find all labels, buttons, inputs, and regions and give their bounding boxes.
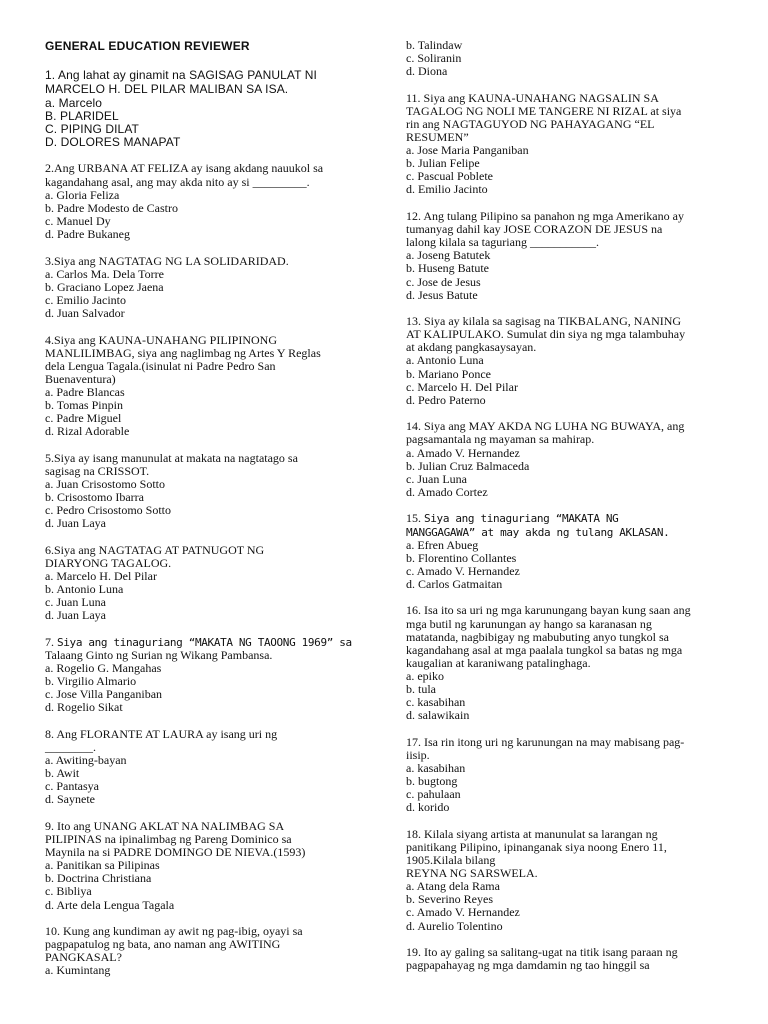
answer-option: d. salawikain [406, 708, 470, 723]
question-text-line: 5.Siya ay isang manunulat at makata na nagtatago sa [45, 450, 298, 465]
question-text-line: MARCELO H. DEL PILAR MALIBAN SA ISA. [45, 82, 289, 97]
answer-option: a. Marcelo H. Del Pilar [45, 569, 157, 583]
answer-option: a. Padre Blancas [45, 384, 125, 399]
answer-option: b. Padre Modesto de Castro [45, 200, 178, 215]
question-text-line: PANGKASAL? [45, 950, 122, 965]
question-item [45, 728, 375, 807]
answer-option: c. Pantasya [45, 779, 99, 794]
answer-option: d. Saynete [45, 792, 95, 807]
question-text-line [406, 512, 746, 525]
question-text-line: 2.Ang URBANA AT FELIZA ay isang akdang nauukol sa [45, 161, 324, 176]
answer-option: b. Doctrina Christiana [45, 871, 152, 886]
question-item [406, 512, 746, 591]
question-item [406, 736, 746, 815]
answer-option: c. Jose Villa Panganiban [45, 687, 163, 702]
question-text-line: pagsamantala ng mayaman sa mahirap. [406, 432, 595, 447]
answer-option: c. kasabihan [406, 695, 466, 710]
question-text-line: 19. Ito ay galing sa salitang-ugat na titik isang paraan ng [406, 945, 678, 960]
question-text-line: 13. Siya ay kilala sa sagisag na TIKBALANG, NANING [406, 314, 682, 329]
question-item [45, 255, 375, 320]
question-text-line: 17. Isa rin itong uri ng karunungan na may mabisang pag- [406, 734, 685, 749]
question-item [406, 315, 746, 407]
question-text-line: 16. Isa ito sa uri ng mga karunungang bayan kung saan ang [406, 603, 691, 618]
answer-option: b. Mariano Ponce [406, 366, 491, 381]
question-text-line: iisip. [406, 747, 430, 762]
question-text-line: Maynila na si PADRE DOMINGO DE NIEVA.(1593) [45, 845, 306, 860]
question-text-line: 12. Ang tulang Pilipino sa panahon ng mga Amerikano ay [406, 209, 684, 224]
answer-option: a. kasabihan [406, 761, 466, 775]
answer-option: d. Pedro Paterno [406, 392, 486, 407]
question-text-line: rin ang NAGTAGUYOD NG PAHAYAGANG “EL [406, 116, 655, 131]
answer-option: d. Rizal Adorable [45, 424, 130, 439]
answer-option: c. Bibliya [45, 884, 92, 899]
answer-option: b. tula [406, 682, 436, 697]
answer-option: b. Talindaw [406, 38, 463, 52]
question-text-line: DIARYONG TAGALOG. [45, 555, 172, 570]
answer-option: c. pahulaan [406, 787, 461, 802]
right-question-list [406, 92, 746, 973]
question-text-line: matatanda, nagbibigay ng mabubuting anyo tungkol sa [406, 629, 669, 644]
question-text-line [406, 526, 746, 539]
answer-option: a. Marcelo [45, 95, 103, 110]
question-text-mono: MANGGAGAWA” at may akda ng tulang AKLASAN. [406, 525, 670, 539]
answer-option: b. Awit [45, 766, 80, 781]
question-text-line: panitikang Pilipino, ipinanganak siya noong Enero 11, [406, 839, 667, 854]
question-item [45, 636, 375, 715]
answer-option: c. Manuel Dy [45, 213, 111, 228]
answer-option: d. Jesus Batute [406, 287, 478, 302]
question-text-line: 14. Siya ang MAY AKDA NG LUHA NG BUWAYA, ang [406, 419, 685, 434]
answer-option: a. Amado V. Hernandez [406, 445, 520, 460]
answer-option: d. Padre Bukaneg [45, 226, 130, 241]
question-text-line: lalong kilala sa taguriang ___________. [406, 235, 599, 250]
answer-option: d. Juan Laya [45, 516, 106, 531]
answer-option: c. Amado V. Hernandez [406, 563, 520, 578]
question-number: 7. [45, 634, 57, 649]
answer-option: b. Florentino Collantes [406, 550, 517, 565]
answer-option: b. Virgilio Almario [45, 674, 137, 689]
question-text-line: kagandahang asal, ang may akda nito ay si _________. [45, 174, 310, 189]
question-text-line: MANLILIMBAG, siya ang naglimbag ng Artes Y Reglas [45, 345, 321, 360]
answer-option: a. Gloria Feliza [45, 187, 120, 202]
question-item [406, 92, 746, 197]
question-text-line: Buenaventura) [45, 371, 116, 386]
question-text-line: 4.Siya ang KAUNA-UNAHANG PILIPINONG [45, 332, 277, 347]
answer-option: b. Graciano Lopez Jaena [45, 279, 164, 294]
question-text-line: 18. Kilala siyang artista at manunulat sa larangan ng [406, 826, 658, 841]
question-text-line: 11. Siya ang KAUNA-UNAHANG NAGSALIN SA [406, 90, 659, 105]
question-text-line: 9. Ito ang UNANG AKLAT NA NALIMBAG SA [45, 819, 285, 833]
question-text-line: 3.Siya ang NAGTATAG NG LA SOLIDARIDAD. [45, 253, 289, 268]
question-item [45, 452, 375, 531]
question-text-line: RESUMEN” [406, 130, 469, 145]
question-item [45, 820, 375, 912]
answer-option: a. Joseng Batutek [406, 248, 491, 263]
question-text-line: AT KALIPULAKO. Sumulat din siya ng mga talambuhay [406, 327, 686, 342]
answer-option: d. Aurelio Tolentino [406, 918, 503, 933]
answer-option: a. Juan Crisostomo Sotto [45, 476, 166, 491]
answer-option: a. Carlos Ma. Dela Torre [45, 266, 164, 281]
answer-option: a. epiko [406, 668, 444, 683]
question-text-line: kaugalian at karaniwang patalinghaga. [406, 655, 591, 670]
question-text-mono: Siya ang tinaguriang “MAKATA NG [424, 512, 619, 526]
answer-option: a. Antonio Luna [406, 353, 484, 368]
question-text-line: PILIPINAS na ipinalimbag ng Pareng Dominico sa [45, 832, 292, 847]
answer-option: B. PLARIDEL [45, 108, 119, 123]
answer-option: c. Soliranin [406, 51, 462, 66]
question-item [45, 334, 375, 439]
question-text-line: mga butil ng karunungan ay hango sa karanasan ng [406, 616, 652, 631]
answer-option: d. Carlos Gatmaitan [406, 576, 503, 591]
answer-option: c. Juan Luna [406, 471, 467, 486]
answer-option: b. Crisostomo Ibarra [45, 490, 144, 505]
answer-option: b. Huseng Batute [406, 261, 489, 276]
answer-option: d. Juan Salvador [45, 305, 125, 320]
answer-option: b. bugtong [406, 774, 458, 789]
left-column [45, 0, 375, 991]
answer-option: c. Padre Miguel [45, 411, 122, 426]
question-10-continued-options [406, 39, 746, 78]
answer-option: a. Atang dela Rama [406, 879, 500, 894]
question-item [45, 544, 375, 623]
question-item [406, 604, 746, 722]
question-item [406, 828, 746, 933]
answer-option: c. Amado V. Hernandez [406, 905, 520, 920]
answer-option: b. Tomas Pinpin [45, 397, 123, 412]
answer-option: a. Panitikan sa Pilipinas [45, 858, 160, 873]
answer-option: d. Rogelio Sikat [45, 700, 123, 715]
answer-option: C. PIPING DILAT [45, 121, 139, 136]
question-item [45, 68, 375, 149]
answer-option: b. Severino Reyes [406, 892, 493, 907]
question-item [45, 925, 375, 977]
question-text-line: tumanyag dahil kay JOSE CORAZON DE JESUS na [406, 222, 663, 237]
question-text-line: 1905.Kilala bilang [406, 853, 496, 868]
question-text-line [45, 636, 375, 649]
question-text-line: 8. Ang FLORANTE AT LAURA ay isang uri ng [45, 726, 278, 741]
answer-option: b. Julian Felipe [406, 156, 480, 171]
answer-option: a. Rogelio G. Mangahas [45, 661, 162, 676]
question-text-line: at akdang pangkasaysayan. [406, 340, 537, 355]
question-text-line: 6.Siya ang NAGTATAG AT PATNUGOT NG [45, 542, 265, 557]
question-text-line: REYNA NG SARSWELA. [406, 866, 538, 881]
answer-option: D. DOLORES MANAPAT [45, 134, 181, 149]
question-item [406, 420, 746, 499]
answer-option: a. Awiting-bayan [45, 753, 127, 768]
answer-option: c. Marcelo H. Del Pilar [406, 379, 518, 394]
answer-option: d. Juan Laya [45, 608, 106, 623]
answer-option: d. korido [406, 800, 450, 815]
answer-option: b. Antonio Luna [45, 582, 124, 597]
left-question-list [45, 68, 375, 978]
question-number: 15. [406, 511, 424, 526]
answer-option: a. Efren Abueg [406, 537, 479, 552]
answer-option: c. Juan Luna [45, 595, 106, 610]
answer-option: c. Pascual Poblete [406, 169, 493, 184]
question-text-line: 10. Kung ang kundiman ay awit ng pag-ibig, oyayi sa [45, 924, 303, 939]
question-item [406, 946, 746, 972]
answer-option: a. Kumintang [45, 963, 111, 978]
right-column [406, 0, 746, 986]
answer-option: d. Arte dela Lengua Tagala [45, 897, 175, 912]
answer-option: d. Emilio Jacinto [406, 182, 488, 197]
question-text-line: 1. Ang lahat ay ginamit na SAGISAG PANULAT NI [45, 68, 317, 82]
question-text-line: kagandahang asal at mga paalala tungkol sa batas ng mga [406, 642, 683, 657]
answer-option: c. Pedro Crisostomo Sotto [45, 503, 172, 518]
question-text-line: pagpapatulog ng bata, ano naman ang AWITING [45, 937, 281, 952]
question-text-mono: Siya ang tinaguriang “MAKATA NG TAOONG 1969” sa [57, 635, 352, 649]
answer-option: a. Jose Maria Panganiban [406, 143, 529, 158]
answer-option: c. Jose de Jesus [406, 274, 481, 289]
answer-option: d. Amado Cortez [406, 484, 488, 499]
question-text-line: pagpapahayag ng mga damdamin ng tao hinggil sa [406, 958, 650, 973]
question-text-line: dela Lengua Tagala.(isinulat ni Padre Pedro San [45, 358, 276, 373]
page-title: GENERAL EDUCATION REVIEWER [45, 39, 250, 53]
question-text-line: ________. [45, 740, 96, 755]
question-item [45, 162, 375, 241]
question-text-line: TAGALOG NG NOLI ME TANGERE NI RIZAL at siya [406, 103, 682, 118]
question-text-line: sagisag na CRISSOT. [45, 463, 150, 478]
answer-option: b. Julian Cruz Balmaceda [406, 458, 530, 473]
answer-option: d. Diona [406, 64, 448, 79]
question-text-line: Talaang Ginto ng Surian ng Wikang Pambansa. [45, 647, 273, 662]
answer-option: c. Emilio Jacinto [45, 292, 126, 307]
question-item [406, 210, 746, 302]
